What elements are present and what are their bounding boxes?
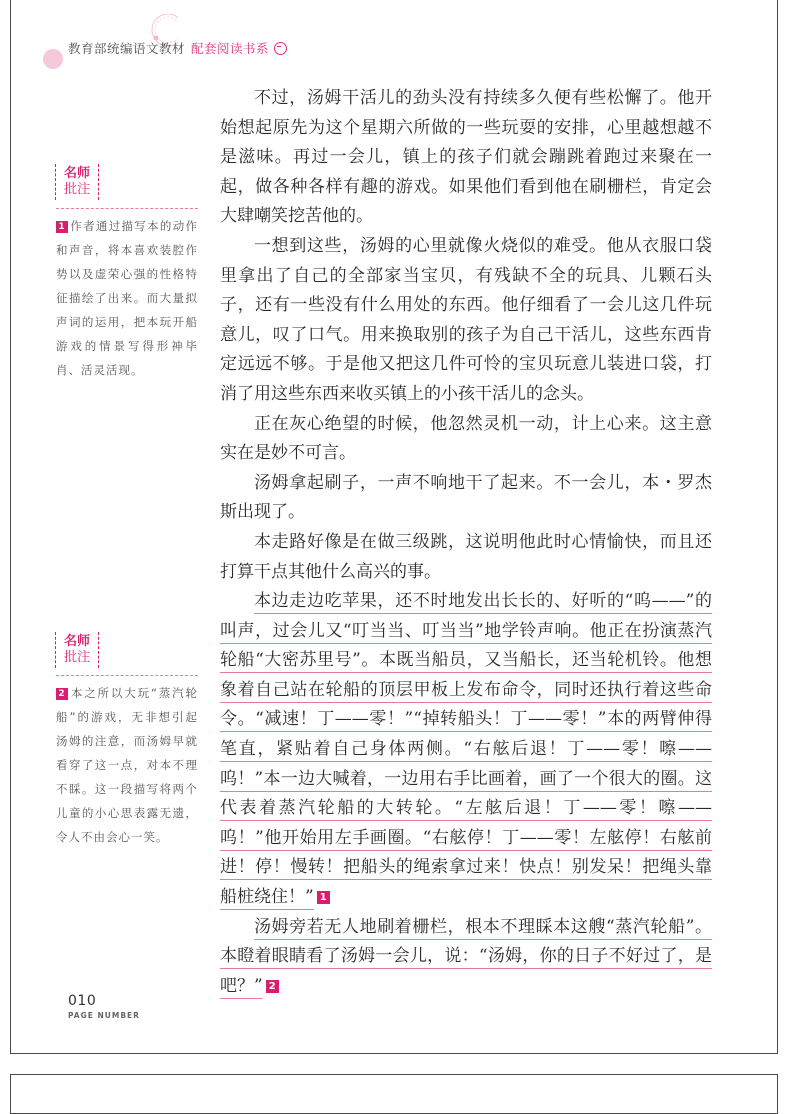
paragraph: 正在灰心绝望的时候，他忽然灵机一动，计上心来。这主意实在是妙不可言。 xyxy=(220,413,712,464)
badge-line2: 批注 xyxy=(63,650,90,665)
series-title: 教育部统编语文教材 xyxy=(68,41,186,56)
annotated-paragraph xyxy=(220,587,712,913)
side-note xyxy=(56,214,198,382)
side-note xyxy=(56,681,198,849)
note-divider xyxy=(56,208,198,209)
arrow-right-icon xyxy=(274,42,287,55)
teacher-note-badge xyxy=(57,632,97,668)
note-text: 本之所以大玩“蒸汽轮船”的游戏，无非想引起汤姆的注意，而汤姆早就看穿了这一点，对本不理不睬。这一段描写将两个儿童的小心思表露无遗，令人不由会心一笑。 xyxy=(56,686,198,844)
annotation-marker: 2 xyxy=(266,980,279,993)
note-text: 作者通过描写本的动作和声音，将本喜欢装腔作势以及虚荣心强的性格特征描绘了出来。而大量拟声词的运用，把本玩开船游戏的情景写得形神毕肖、活灵活现。 xyxy=(56,219,198,377)
badge-line1: 名师 xyxy=(63,166,90,181)
note-marker: 1 xyxy=(56,221,68,233)
badge-line1: 名师 xyxy=(63,634,90,649)
running-header xyxy=(68,38,287,58)
paragraph: 汤姆拿起刷子，一声不响地干了起来。不一会儿，本・罗杰斯出现了。 xyxy=(220,472,712,523)
subseries-title: 配套阅读书系 xyxy=(191,41,270,56)
page-number-label: PAGE NUMBER xyxy=(68,1011,140,1020)
annotated-paragraph xyxy=(220,913,712,1002)
note-marker: 2 xyxy=(56,688,68,700)
note-divider xyxy=(56,675,198,676)
page-number: 010 xyxy=(68,993,97,1009)
underlined-text: 汤姆旁若无人地刷着栅栏，根本不理睬本这艘“蒸汽轮船”。本瞪着眼睛看了汤姆一会儿，说：“汤姆，你的日子不好过了，是吧？” xyxy=(220,916,712,996)
annotation-marker: 1 xyxy=(317,891,330,904)
underlined-text: 本边走边吃苹果，还不时地发出长长的、好听的“呜——”的叫声，过会儿又“叮当当、叮当当”地学铃声响。他正在扮演蒸汽轮船“大密苏里号”。本既当船员，又当船长，还当轮机铃。他想象着自己站在轮船的顶层甲板上发布命令，同时还执行着这些命令。“减速！丁——零！”“掉转船头！丁——零！”本的两臂伸得笔直，紧贴着自己身体两侧。“右舷后退！丁——零！嚓——呜！”本一边大喊着，一边用右手比画着，画了一个很大的圈。这代表着蒸汽轮船的大转轮。“左舷后退！丁——零！嚓——呜！”他开始用左手画圈。“右舷停！丁——零！左舷停！右舷前进！停！慢转！把船头的绳索拿过来！快点！别发呆！把绳头靠船桩绕住！” xyxy=(220,591,712,908)
next-page-frame xyxy=(10,1074,778,1114)
paragraph: 不过，汤姆干活儿的劲头没有持续多久便有些松懈了。他开始想起原先为这个星期六所做的一些玩耍的安排，心里越想越不是滋味。再过一会儿，镇上的孩子们就会蹦跳着跑过来聚在一起，做各种各样有趣的游戏。如果他们看到他在刷栅栏，肯定会大肆嘲笑挖苦他的。 xyxy=(220,88,712,227)
badge-line2: 批注 xyxy=(63,182,90,197)
paragraph: 本走路好像是在做三级跳，这说明他此时心情愉快，而且还打算干点其他什么高兴的事。 xyxy=(220,531,712,582)
main-text xyxy=(220,84,712,1001)
paragraph: 一想到这些，汤姆的心里就像火烧似的难受。他从衣服口袋里拿出了自己的全部家当宝贝，有残缺不全的玩具、儿颗石头子，还有一些没有什么用处的东西。他仔细看了一会儿这几件玩意儿，叹了口气。用来换取别的孩子为自己干活儿，这些东西肯定远远不够。于是他又把这几件可怜的宝贝玩意儿装进口袋，打消了用这些东西来收买镇上的小孩干活儿的念头。 xyxy=(220,235,712,404)
teacher-note-badge xyxy=(57,164,97,200)
